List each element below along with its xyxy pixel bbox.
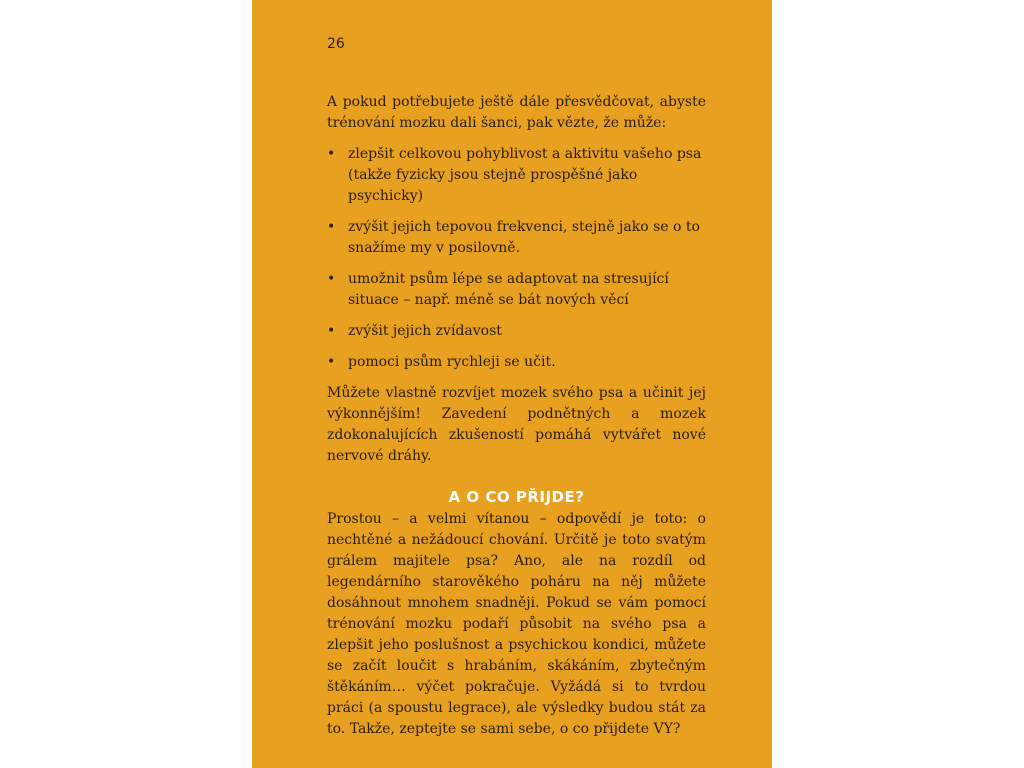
book-page bbox=[252, 0, 772, 768]
bullet-icon: • bbox=[327, 146, 336, 162]
bullet-icon: • bbox=[327, 323, 336, 339]
bullet-icon: • bbox=[327, 354, 336, 370]
list-item-text: pomoci psům rychleji se učit. bbox=[348, 354, 556, 370]
page-number: 26 bbox=[327, 36, 345, 52]
section-heading: A O CO PŘIJDE? bbox=[448, 488, 585, 506]
bullet-icon: • bbox=[327, 271, 336, 287]
paragraph-after-list: Můžete vlastně rozvíjet mozek svého psa a učinit jej výkonnějším! Zavedení podnětných a mozek zdokonalujících zkušeností pomáhá vytvářet nové nervové dráhy. bbox=[327, 385, 706, 464]
benefits-list bbox=[327, 144, 706, 373]
list-item bbox=[327, 144, 706, 207]
list-item-text: umožnit psům lépe se adaptovat na stresující situace – např. méně se bát nových věcí bbox=[348, 271, 669, 308]
intro-paragraph: A pokud potřebujete ještě dále přesvědčovat, abyste trénování mozku dali šanci, pak vězte, že může: bbox=[327, 94, 706, 131]
list-item bbox=[327, 321, 706, 342]
section-paragraph: Prostou – a velmi vítanou – odpovědí je toto: o nechtěné a nežádoucí chování. Určitě je toto svatým grálem majitele psa? Ano, ale na rozdíl od legendárního starověkého poháru na něj můžete dosáhnout mnohem snadněji. Pokud se vám pomocí trénování mozku podaří působit na svého psa a zlepšit jeho poslušnost a psychickou kondici, můžete se začít loučit s hrabáním, skákáním, zbytečným štěkáním… výčet pokračuje. Vyžádá si to tvrdou práci (a spoustu legrace), ale výsledky budou stát za to. Takže, zeptejte se sami sebe, o co přijdete VY? bbox=[327, 511, 706, 737]
list-item-text: zvýšit jejich zvídavost bbox=[348, 323, 502, 339]
bullet-icon: • bbox=[327, 219, 336, 235]
list-item bbox=[327, 217, 706, 259]
list-item bbox=[327, 352, 706, 373]
list-item bbox=[327, 269, 706, 311]
list-item-text: zlepšit celkovou pohyblivost a aktivitu vašeho psa (takže fyzicky jsou stejně prospěšné jako psychicky) bbox=[348, 146, 702, 204]
list-item-text: zvýšit jejich tepovou frekvenci, stejně jako se o to snažíme my v posilovně. bbox=[348, 219, 700, 256]
